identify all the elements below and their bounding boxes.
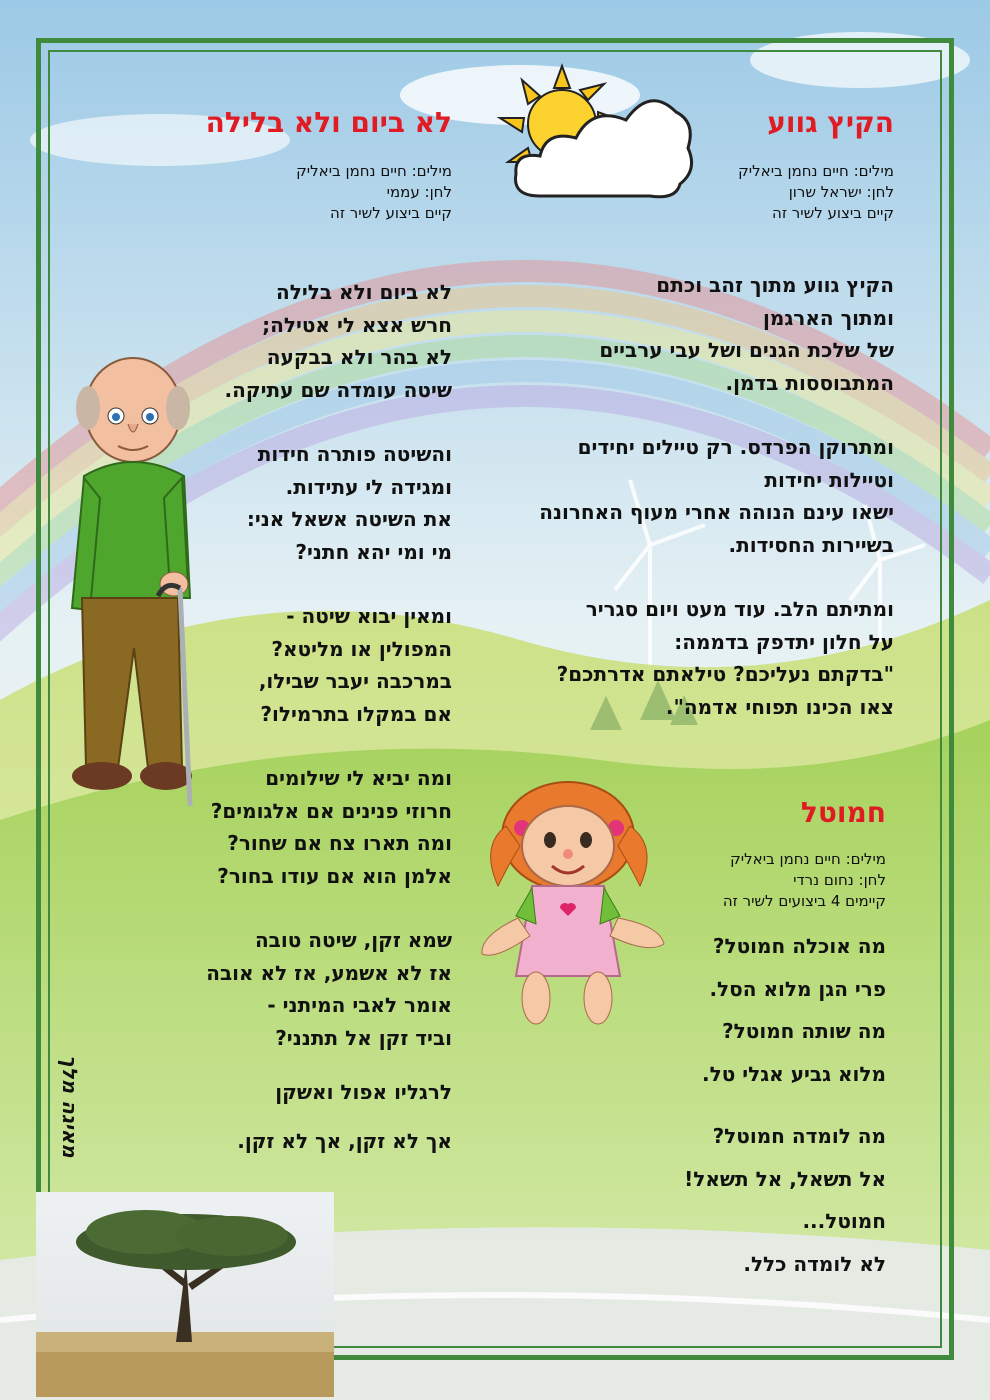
stanza xyxy=(122,924,452,1054)
verse-line: ומגידה לי עתידות. xyxy=(285,474,452,499)
stanza xyxy=(122,762,452,892)
verse-line: צאו הכינו תפוחי אדמה". xyxy=(665,694,894,719)
verse-line: ומה יביא לי שילומים xyxy=(265,766,452,790)
verse-line: ומאין יבוא שיטה - xyxy=(286,604,452,628)
credit-performance: קיימים 4 ביצועים לשיר זה xyxy=(722,892,886,910)
verse-line: מה אוכלה חמוטל? xyxy=(712,934,886,958)
verse-line: אך לא זקן, אך לא זקן. xyxy=(237,1128,452,1153)
credit-melody: לחן: ישראל שרון xyxy=(788,183,894,201)
verse-line: שמא זקן, שיטה טובה xyxy=(254,928,452,952)
verse-line: אם במקלו בתרמילו? xyxy=(260,701,452,726)
credit-performance: קיים ביצוע לשיר זה xyxy=(330,204,452,222)
credit-performance: קיים ביצוע לשיר זה xyxy=(772,204,894,222)
verse-line: מה שותה חמוטל? xyxy=(722,1019,886,1043)
stanza xyxy=(122,438,452,568)
song-title: הקיץ גווע xyxy=(767,106,894,139)
verse-line: חרש אצא לי אטילה; xyxy=(262,312,452,337)
verse-line: מלוא גביע אגלי טל. xyxy=(702,1061,886,1086)
verse-line: מי ומי יהא חתני? xyxy=(295,539,452,564)
stanza xyxy=(494,269,894,399)
verse-line: חמוטל... xyxy=(802,1209,886,1233)
stanza xyxy=(122,600,452,730)
song-credits xyxy=(122,161,452,224)
verse-line: על חלון יתדפק בדממה: xyxy=(674,629,894,654)
verse-line: של שלכת הגנים ושל עבי ערביים xyxy=(599,338,894,362)
stanza xyxy=(626,930,886,1090)
verse-line: את השיטה אשאל אני: xyxy=(246,507,452,531)
verse-line: וביד זקן אל תתנני? xyxy=(275,1025,452,1050)
song-title: לא ביום ולא בלילה xyxy=(205,106,452,139)
verse-line: "בדקתם נעליכם? טילאתם אדרתכם? xyxy=(556,662,894,686)
stanza xyxy=(122,1076,452,1109)
song-lo-bayom-velo-balayla xyxy=(122,106,452,1157)
song-credits xyxy=(626,849,886,912)
credit-melody: לחן: עממי xyxy=(386,183,452,201)
verse-line: בשיירות החסידות. xyxy=(728,532,894,557)
verse-line: אל תשאל, אל תשאל! xyxy=(684,1166,886,1191)
credit-lyrics: מילים: חיים נחמן ביאליק xyxy=(738,162,894,180)
verse-line: הקיץ גווע מתוך זהב וכתם xyxy=(656,273,894,297)
credit-lyrics: מילים: חיים נחמן ביאליק xyxy=(730,850,886,868)
song-hakayitz-goveha xyxy=(494,106,894,723)
verse-line: ומתרוקן הפרדס. רק טיילים יחידים xyxy=(577,435,894,459)
verse-line: המפולין או מליטא? xyxy=(271,636,452,661)
stanza xyxy=(494,593,894,723)
verse-line: ומתיתם הלב. עוד מעט ויום סגריר xyxy=(585,597,894,621)
verse-line: וטיילות יחידות xyxy=(764,467,894,492)
verse-line: אלמן הוא אם עודו בחור? xyxy=(217,863,452,888)
verse-line: ומתוך הארגמן xyxy=(763,305,894,330)
verse-line: לרגליו אפול ואשקן xyxy=(275,1080,452,1104)
verse-line: פרי הגן מלוא הסל. xyxy=(709,976,886,1001)
stanza xyxy=(122,1125,452,1158)
credit-melody: לחן: נחום נרדי xyxy=(793,871,886,889)
verse-line: לא ביום ולא בלילה xyxy=(276,280,452,304)
verse-line: שיטה עומדה שם עתיקה. xyxy=(224,377,452,402)
song-credits xyxy=(494,161,894,224)
verse-line: מה לומדה חמוטל? xyxy=(712,1124,886,1148)
stanza xyxy=(122,276,452,406)
verse-line: אז לא אשמע, אז לא אובה xyxy=(206,960,452,985)
credit-lyrics: מילים: חיים נחמן ביאליק xyxy=(296,162,452,180)
verse-line: והשיטה פותרה חידות xyxy=(257,442,452,466)
verse-line: ומה תארו צח אם שחור? xyxy=(227,831,452,855)
acacia-tree-photo xyxy=(36,1192,334,1397)
verse-line: המתבוססות בדמן. xyxy=(725,370,894,395)
stanza xyxy=(626,1120,886,1280)
stanza xyxy=(494,431,894,561)
verse-line: לא בהר ולא בבקעה xyxy=(266,345,452,369)
verse-line: ישאו עינם הנוהה אחרי מעוף האחרונה xyxy=(539,500,894,524)
author-signature: מאיגה מלך xyxy=(58,1055,82,1158)
verse-line: חרוזי פנינים אם אלגומים? xyxy=(210,798,452,823)
song-title: חמוטל xyxy=(800,796,886,829)
verse-line: אומר לאבי המיתני - xyxy=(267,993,452,1017)
song-hamutal xyxy=(626,796,886,1290)
verse-line: במרכבה יעבר שבילו, xyxy=(258,669,452,693)
verse-line: לא לומדה כלל. xyxy=(743,1251,886,1276)
